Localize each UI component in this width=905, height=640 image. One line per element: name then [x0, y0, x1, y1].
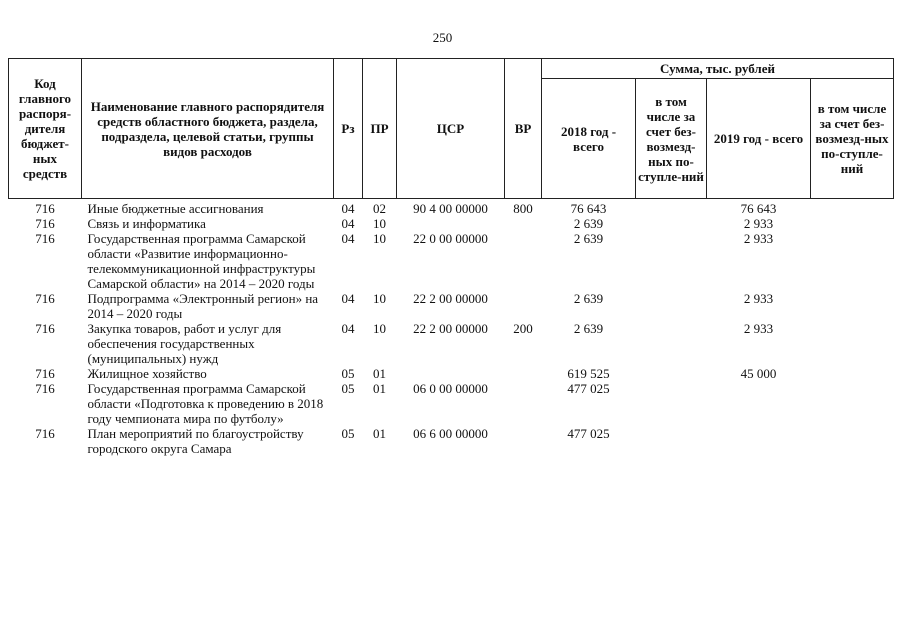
cell-pr: 10 — [373, 231, 386, 246]
cell-rz: 04 — [341, 216, 355, 231]
cell-csr: 22 2 00 00000 — [413, 291, 488, 306]
cell-2018-free — [636, 291, 707, 321]
cell-rz: 04 — [341, 291, 355, 306]
cell-2018-free — [636, 201, 707, 216]
header-vr: ВР — [505, 59, 542, 199]
cell-2019-free — [811, 426, 894, 456]
cell-2019-total: 2 933 — [743, 231, 774, 246]
cell-name: Подпрограмма «Электронный регион» на 2014 – 2020 годы — [87, 291, 319, 321]
table-header — [9, 59, 894, 199]
cell-2018-total: 2 639 — [573, 291, 604, 306]
header-2018-free: в том числе за счет без-возмезд-ных по-ступле-ний — [636, 79, 707, 199]
cell-pr: 01 — [373, 366, 386, 381]
cell-vr — [505, 291, 542, 321]
table-body — [9, 199, 894, 457]
cell-vr — [505, 381, 542, 426]
table-row — [9, 426, 894, 456]
cell-2018-total: 477 025 — [567, 426, 610, 441]
cell-rz: 05 — [341, 426, 355, 441]
header-sum-group: Сумма, тыс. рублей — [542, 59, 894, 79]
cell-2018-free — [636, 426, 707, 456]
cell-2019-free — [811, 291, 894, 321]
cell-name: Государственная программа Самарской области «Подготовка к проведению в 2018 году чемпионата мира по футболу» — [87, 381, 324, 426]
cell-pr: 10 — [373, 216, 386, 231]
cell-2019-total: 2 933 — [743, 216, 774, 231]
cell-vr — [505, 231, 542, 291]
cell-2019-total: 76 643 — [740, 201, 777, 216]
cell-2018-free — [636, 321, 707, 366]
cell-code: 716 — [35, 426, 55, 441]
cell-csr: 22 0 00 00000 — [413, 231, 488, 246]
table-row — [9, 366, 894, 381]
cell-2019-free — [811, 201, 894, 216]
cell-rz: 05 — [341, 381, 355, 396]
cell-csr: 06 6 00 00000 — [413, 426, 488, 441]
header-rz: Рз — [334, 59, 363, 199]
cell-csr — [397, 366, 505, 381]
cell-vr: 800 — [513, 201, 533, 216]
table-row — [9, 321, 894, 366]
cell-pr: 01 — [373, 381, 386, 396]
cell-name: Закупка товаров, работ и услуг для обеспечения государственных (муниципальных) нужд — [87, 321, 282, 366]
cell-code: 716 — [35, 201, 55, 216]
cell-csr: 22 2 00 00000 — [413, 321, 488, 336]
page-number: 250 — [432, 30, 453, 45]
cell-2019-free — [811, 216, 894, 231]
cell-name: Иные бюджетные ассигнования — [87, 201, 264, 216]
cell-2018-free — [636, 231, 707, 291]
cell-2018-free — [636, 366, 707, 381]
cell-2018-total: 2 639 — [573, 216, 604, 231]
cell-rz: 04 — [341, 231, 355, 246]
cell-2019-total: 2 933 — [743, 321, 774, 336]
cell-pr: 01 — [373, 426, 386, 441]
cell-2018-total: 2 639 — [573, 231, 604, 246]
cell-2019-total: 45 000 — [740, 366, 777, 381]
cell-2018-total: 619 525 — [567, 366, 610, 381]
cell-rz: 05 — [341, 366, 355, 381]
cell-2018-total: 76 643 — [570, 201, 607, 216]
header-2018-total: 2018 год - всего — [542, 79, 636, 199]
cell-code: 716 — [35, 291, 55, 306]
cell-csr: 06 0 00 00000 — [413, 381, 488, 396]
table-row — [9, 216, 894, 231]
header-2019-free: в том числе за счет без-возмезд-ных по-ступле-ний — [811, 79, 894, 199]
header-pr: ПР — [363, 59, 397, 199]
cell-pr: 10 — [373, 291, 386, 306]
header-2019-total: 2019 год - всего — [707, 79, 811, 199]
cell-csr — [397, 216, 505, 231]
cell-vr — [505, 426, 542, 456]
cell-2019-total — [707, 381, 811, 426]
table-row — [9, 231, 894, 291]
header-csr: ЦСР — [397, 59, 505, 199]
cell-rz: 04 — [341, 321, 355, 336]
budget-table — [8, 58, 894, 456]
cell-pr: 02 — [373, 201, 386, 216]
cell-code: 716 — [35, 231, 55, 246]
cell-2018-total: 2 639 — [573, 321, 604, 336]
cell-2019-total: 2 933 — [743, 291, 774, 306]
cell-vr — [505, 366, 542, 381]
cell-2019-free — [811, 381, 894, 426]
cell-name: Жилищное хозяйство — [87, 366, 207, 381]
table-row — [9, 381, 894, 426]
cell-code: 716 — [35, 321, 55, 336]
table-row — [9, 291, 894, 321]
table-row — [9, 201, 894, 216]
cell-2019-free — [811, 321, 894, 366]
cell-pr: 10 — [373, 321, 386, 336]
cell-code: 716 — [35, 216, 55, 231]
cell-csr: 90 4 00 00000 — [413, 201, 488, 216]
cell-rz: 04 — [341, 201, 355, 216]
cell-name: План мероприятий по благоустройству городского округа Самара — [87, 426, 304, 456]
cell-name: Связь и информатика — [87, 216, 206, 231]
cell-code: 716 — [35, 366, 55, 381]
cell-vr — [505, 216, 542, 231]
header-name: Наименование главного распорядителя средств областного бюджета, раздела, подраздела, целевой статьи, группы видов расходов — [82, 59, 334, 199]
cell-name: Государственная программа Самарской области «Развитие информационно-телекоммуникационной инфраструктуры Самарской области» на 2014 – 2020 годы — [87, 231, 316, 291]
cell-2018-free — [636, 381, 707, 426]
cell-2019-free — [811, 366, 894, 381]
cell-2018-free — [636, 216, 707, 231]
header-code: Код главного распоря-дителя бюджет-ных средств — [9, 59, 82, 199]
cell-vr: 200 — [513, 321, 533, 336]
cell-2019-free — [811, 231, 894, 291]
cell-2018-total: 477 025 — [567, 381, 610, 396]
cell-code: 716 — [35, 381, 55, 396]
cell-2019-total — [707, 426, 811, 456]
